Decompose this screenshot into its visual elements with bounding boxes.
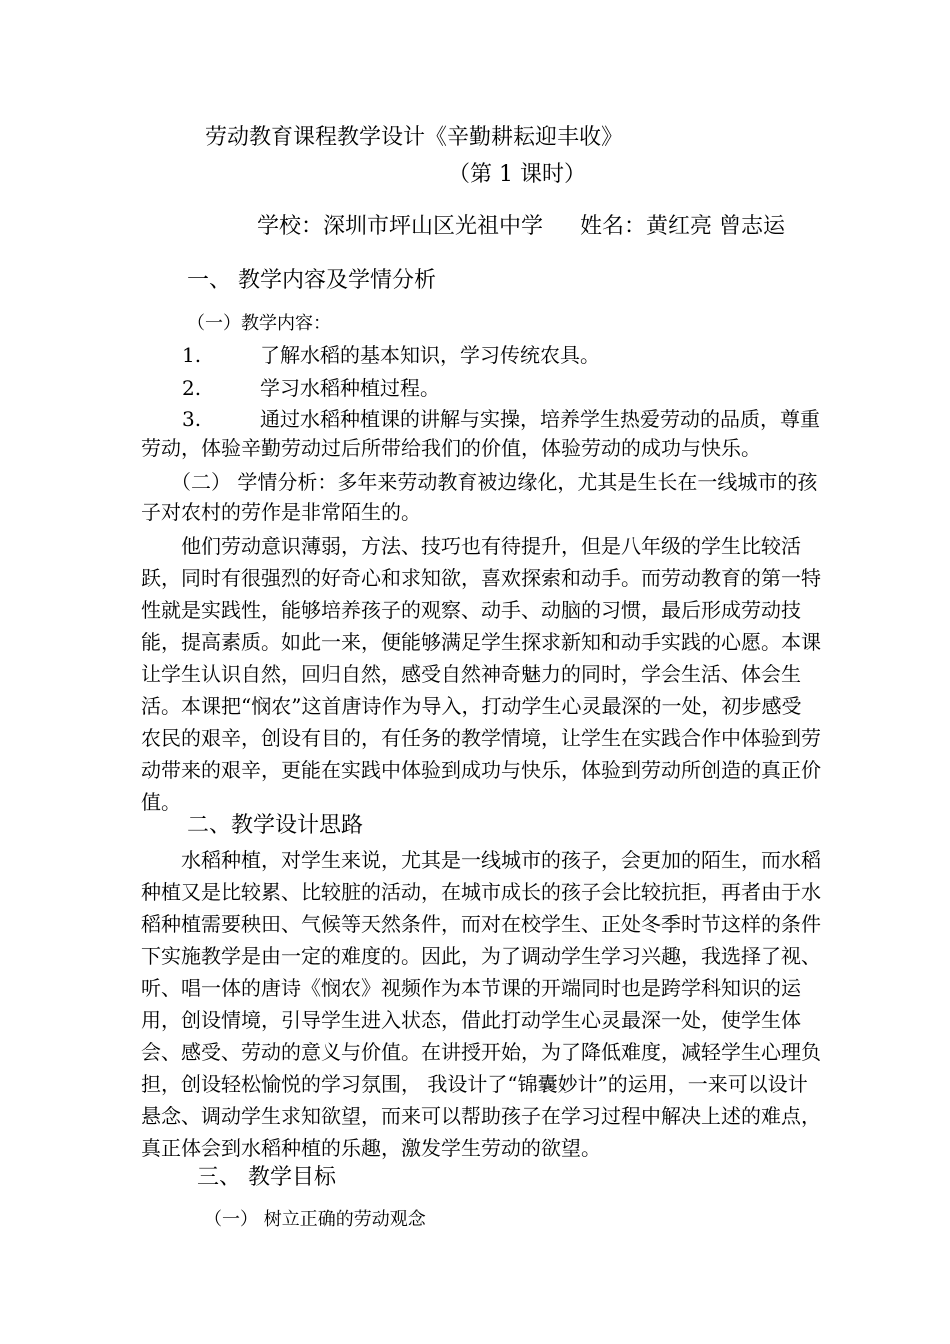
list-item	[182, 376, 440, 400]
list-item	[182, 407, 820, 431]
section-1-heading: 一、 教学内容及学情分析	[187, 268, 436, 293]
paragraph-line: 农民的艰辛，创设有目的，有任务的教学情境，让学生在实践合作中体验到劳	[141, 726, 821, 750]
paragraph-line: 担，创设轻松愉悦的学习氛围， 我设计了“锦囊妙计”的运用，一来可以设计	[141, 1072, 808, 1096]
list-item-number: 1.	[182, 343, 202, 367]
list-item-continuation: 劳动，体验辛勤劳动过后所带给我们的价值，体验劳动的成功与快乐。	[141, 436, 761, 460]
paragraph-line: 下实施教学是由一定的难度的。因此，为了调动学生学习兴趣，我选择了视、	[141, 944, 821, 968]
section-3-heading: 三、 教学目标	[197, 1165, 336, 1190]
paragraph-line: 让学生认识自然，回归自然，感受自然神奇魅力的同时，学会生活、体会生	[141, 662, 801, 686]
list-item-text: 学习水稻种植过程。	[260, 376, 440, 400]
paragraph-line: 真正体会到水稻种植的乐趣，激发学生劳动的欲望。	[141, 1136, 601, 1160]
list-item-number: 3.	[182, 407, 202, 431]
section-1-sub-2-line: 子对农村的劳作是非常陌生的。	[141, 500, 421, 524]
author-info: 姓名：黄红亮 曾志运	[580, 214, 785, 239]
document-title: 劳动教育课程教学设计《辛勤耕耘迎丰收》	[205, 125, 624, 150]
paragraph-line: 性就是实践性，能够培养孩子的观察、动手、动脑的习惯，最后形成劳动技	[141, 598, 801, 622]
school-info: 学校：深圳市坪山区光祖中学	[257, 214, 544, 239]
paragraph-line: 活。本课把“悯农”这首唐诗作为导入，打动学生心灵最深的一处，初步感受	[141, 694, 802, 718]
paragraph-line: 动带来的艰辛，更能在实践中体验到成功与快乐，体验到劳动所创造的真正价	[141, 758, 821, 782]
paragraph-line: 用，创设情境，引导学生进入状态，借此打动学生心灵最深一处，使学生体	[141, 1008, 801, 1032]
paragraph-line: 能，提高素质。如此一来，便能够满足学生探求新知和动手实践的心愿。本课	[141, 630, 821, 654]
list-item-number: 2.	[182, 376, 202, 400]
list-item-text: 了解水稻的基本知识，学习传统农具。	[260, 343, 600, 367]
paragraph-line: 稻种植需要秧田、气候等天然条件，而对在校学生、正处冬季时节这样的条件	[141, 912, 821, 936]
paragraph-line: 跃，同时有很强烈的好奇心和求知欲，喜欢探索和动手。而劳动教育的第一特	[141, 566, 821, 590]
section-1-sub-1-heading: （一）教学内容：	[187, 313, 331, 334]
paragraph-line: 水稻种植，对学生来说，尤其是一线城市的孩子，会更加的陌生，而水稻	[181, 848, 821, 872]
section-2-heading: 二、教学设计思路	[187, 813, 364, 838]
list-item-text: 通过水稻种植课的讲解与实操，培养学生热爱劳动的品质，尊重	[260, 407, 820, 431]
list-item	[182, 343, 600, 367]
section-3-sub-1-heading: （一） 树立正确的劳动观念	[204, 1209, 426, 1230]
paragraph-line: 值。	[141, 790, 181, 814]
lesson-number: （第 1 课时）	[448, 162, 586, 187]
section-1-sub-2-line: （二） 学情分析：多年来劳动教育被边缘化，尤其是生长在一线城市的孩	[171, 470, 818, 494]
paragraph-line: 会、感受、劳动的意义与价值。在讲授开始，为了降低难度，减轻学生心理负	[141, 1040, 821, 1064]
paragraph-line: 种植又是比较累、比较脏的活动，在城市成长的孩子会比较抗拒，再者由于水	[141, 880, 821, 904]
paragraph-line: 悬念、调动学生求知欲望，而来可以帮助孩子在学习过程中解决上述的难点，	[141, 1104, 821, 1128]
paragraph-line: 听、唱一体的唐诗《悯农》视频作为本节课的开端同时也是跨学科知识的运	[141, 976, 801, 1000]
paragraph-line: 他们劳动意识薄弱，方法、技巧也有待提升，但是八年级的学生比较活	[181, 534, 801, 558]
